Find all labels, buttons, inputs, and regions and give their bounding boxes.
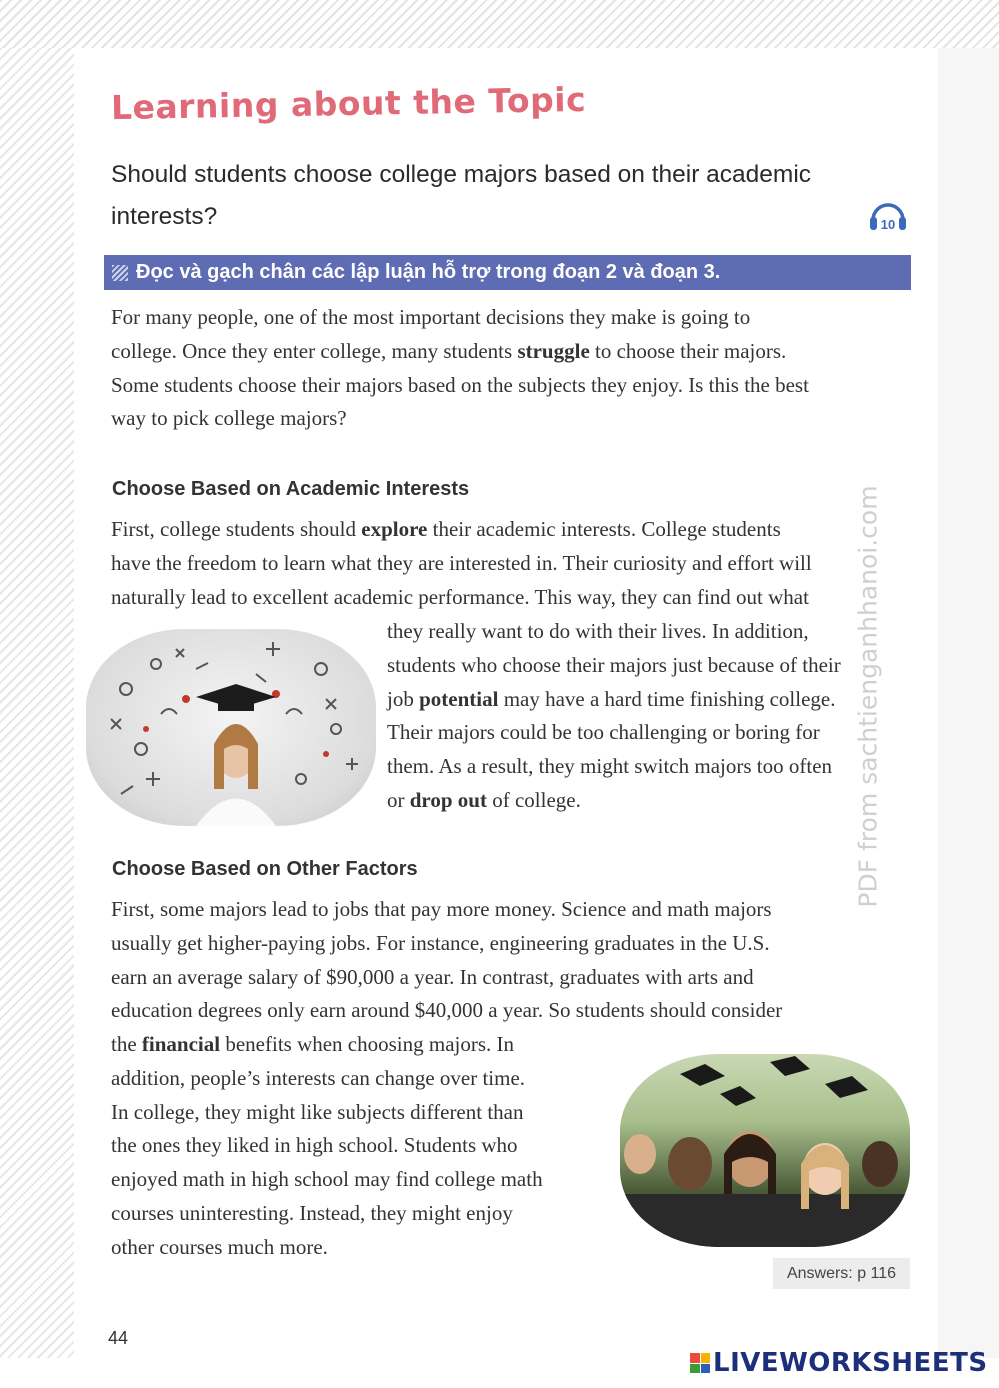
text-line: First, college students should explore their academic interests. College students bbox=[111, 517, 781, 541]
vocab-word: explore bbox=[361, 517, 428, 541]
student-thinking-image bbox=[86, 629, 376, 826]
vocab-word: financial bbox=[141, 1032, 221, 1056]
liveworksheets-logo[interactable] bbox=[690, 1346, 988, 1380]
text-line: In college, they might like subjects different than bbox=[111, 1099, 524, 1124]
text-line: way to pick college majors? bbox=[111, 406, 347, 431]
text-line: earn an average salary of $90,000 a year. In contrast, graduates with arts and bbox=[111, 964, 754, 989]
text-line: have the freedom to learn what they are interested in. Their curiosity and effort will bbox=[111, 550, 812, 575]
instruction-bar bbox=[104, 255, 911, 290]
text-line: enjoyed math in high school may find college math bbox=[111, 1167, 543, 1192]
topic-question bbox=[111, 154, 891, 238]
text-line: usually get higher-paying jobs. For instance, engineering graduates in the U.S. bbox=[111, 930, 770, 955]
instruction-text: Đọc và gạch chân các lập luận hỗ trợ trong đoạn 2 và đoạn 3. bbox=[136, 261, 721, 283]
headphones-icon[interactable] bbox=[868, 198, 908, 234]
intro-paragraph bbox=[111, 301, 809, 436]
vocab-word: potential bbox=[419, 686, 499, 711]
section2-wrapped-paragraph bbox=[111, 1028, 543, 1265]
text-line: students who choose their majors just because of their bbox=[387, 652, 841, 677]
text-line: them. As a result, they might switch majors too often bbox=[387, 754, 833, 779]
text-line: the financial benefits when choosing majors. In bbox=[111, 1032, 515, 1056]
text-line: college. Once they enter college, many students struggle to choose their majors. bbox=[111, 338, 787, 363]
section2-paragraph bbox=[111, 893, 782, 1028]
question-line: Should students choose college majors based on their academic bbox=[111, 161, 812, 188]
right-margin-strip bbox=[938, 48, 999, 1358]
logo-text: LIVEWORKSHEETS bbox=[713, 1348, 988, 1378]
text-line: naturally lead to excellent academic performance. This way, they can find out what bbox=[111, 584, 809, 609]
text-line: job potential may have a hard time finishing college. bbox=[387, 686, 836, 711]
hatch-icon bbox=[112, 265, 128, 281]
vocab-word: struggle bbox=[517, 338, 590, 363]
text-line: other courses much more. bbox=[111, 1234, 328, 1259]
left-stripe-border bbox=[0, 48, 74, 1358]
section1-wrapped-paragraph bbox=[387, 615, 841, 818]
watermark: PDF from sachtienganhhanoi.com bbox=[853, 484, 883, 908]
text-line: or drop out of college. bbox=[387, 787, 581, 812]
answers-reference: Answers: p 116 bbox=[773, 1258, 910, 1289]
top-stripe-border bbox=[0, 0, 999, 48]
page-title: Learning about the Topic bbox=[110, 79, 587, 128]
text-line: education degrees only earn around $40,000 a year. So students should consider bbox=[111, 998, 783, 1023]
text-line: addition, people’s interests can change over time. bbox=[111, 1065, 526, 1090]
text-line: they really want to do with their lives. In addition, bbox=[387, 619, 809, 643]
page-number: 44 bbox=[108, 1328, 129, 1348]
text-line: First, some majors lead to jobs that pay more money. Science and math majors bbox=[111, 897, 772, 921]
vocab-word: drop out bbox=[409, 787, 487, 812]
text-line: courses uninteresting. Instead, they might enjoy bbox=[111, 1200, 513, 1225]
logo-squares-icon bbox=[690, 1353, 710, 1373]
section-heading: Choose Based on Academic Interests bbox=[112, 478, 470, 500]
text-line: For many people, one of the most important decisions they make is going to bbox=[111, 305, 751, 329]
graduates-celebrating-image bbox=[620, 1054, 910, 1247]
text-line: the ones they liked in high school. Students who bbox=[111, 1133, 518, 1158]
text-line: Some students choose their majors based on the subjects they enjoy. Is this the best bbox=[111, 372, 809, 397]
section1-paragraph bbox=[111, 513, 812, 614]
audio-track-number: 10 bbox=[880, 217, 896, 232]
section-heading: Choose Based on Other Factors bbox=[112, 858, 418, 880]
text-line: Their majors could be too challenging or boring for bbox=[387, 720, 820, 745]
question-line: interests? bbox=[111, 203, 218, 230]
